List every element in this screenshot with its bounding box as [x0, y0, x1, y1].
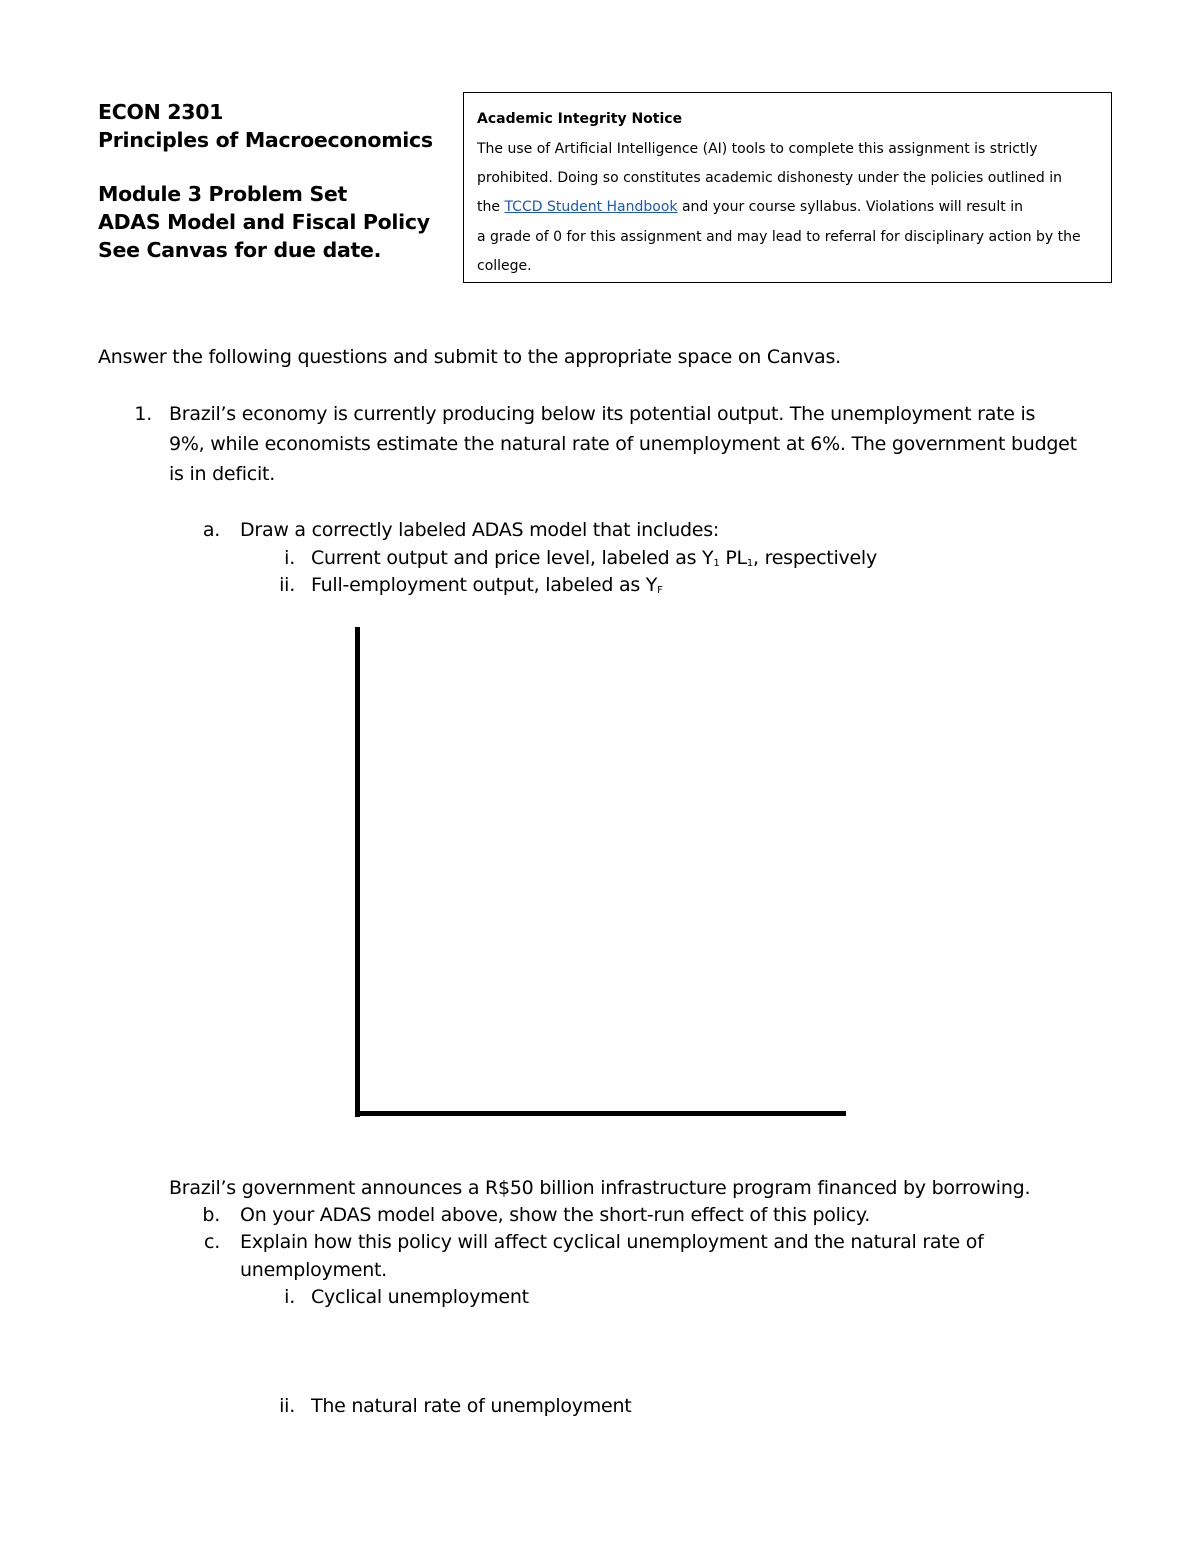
q1a-marker: a. [202, 519, 220, 541]
q1a-i-marker: i. [284, 547, 295, 569]
scenario-text: Brazil’s government announces a R$50 billion infrastructure program financed by borrowing. [169, 1177, 1031, 1199]
q1c-i-marker: i. [284, 1286, 295, 1308]
q1a-i-text-mid: PL [719, 547, 747, 569]
q1c-ii-marker: ii. [279, 1395, 295, 1417]
graph-x-axis [355, 1111, 846, 1116]
notice-line-3 [477, 199, 1023, 215]
q1a-i-text [311, 547, 877, 569]
q1-line-3: is in deficit. [169, 463, 276, 485]
q1a-i-sub-2: 1 [746, 558, 754, 569]
q1c-line-2: unemployment. [240, 1259, 387, 1281]
notice-line-3-pre: the [477, 199, 505, 215]
q1-line-1: Brazil’s economy is currently producing below its potential output. The unemployment rate is [169, 403, 1036, 425]
q1a-i-sub-1: 1 [713, 558, 720, 569]
q1a-ii-text-main: Full-employment output, labeled as Y [311, 574, 658, 596]
q1a-i-text-post: , respectively [753, 547, 877, 569]
q1-number: 1. [134, 403, 152, 425]
topic-title: ADAS Model and Fiscal Policy [98, 210, 430, 234]
module-title: Module 3 Problem Set [98, 182, 348, 206]
q1b-text: On your ADAS model above, show the short-run effect of this policy. [240, 1204, 870, 1226]
q1b-marker: b. [202, 1204, 220, 1226]
course-code: ECON 2301 [98, 100, 224, 124]
instructions: Answer the following questions and submit to the appropriate space on Canvas. [98, 346, 841, 368]
notice-line-2: prohibited. Doing so constitutes academic dishonesty under the policies outlined in [477, 170, 1062, 186]
q1a-ii-text [311, 574, 663, 596]
q1a-text: Draw a correctly labeled ADAS model that includes: [240, 519, 720, 541]
q1a-ii-sub: F [657, 585, 663, 596]
notice-line-3-post: and your course syllabus. Violations will result in [677, 199, 1023, 215]
course-title: Principles of Macroeconomics [98, 128, 433, 152]
notice-line-5: college. [477, 258, 532, 274]
q1c-marker: c. [204, 1231, 220, 1253]
q1c-i-text: Cyclical unemployment [311, 1286, 529, 1308]
notice-line-1: The use of Artificial Intelligence (AI) tools to complete this assignment is strictly [477, 141, 1038, 157]
due-date-note: See Canvas for due date. [98, 238, 382, 262]
q1c-line-1: Explain how this policy will affect cyclical unemployment and the natural rate of [240, 1231, 984, 1253]
notice-title: Academic Integrity Notice [477, 111, 683, 127]
notice-line-4: a grade of 0 for this assignment and may lead to referral for disciplinary action by the [477, 229, 1081, 245]
q1c-ii-text: The natural rate of unemployment [311, 1395, 632, 1417]
q1a-ii-marker: ii. [279, 574, 295, 596]
graph-y-axis [355, 627, 360, 1117]
tccd-student-handbook-link[interactable]: TCCD Student Handbook [504, 199, 678, 215]
q1a-i-text-pre: Current output and price level, labeled as Y [311, 547, 714, 569]
q1-line-2: 9%, while economists estimate the natural rate of unemployment at 6%. The government budget [169, 433, 1077, 455]
